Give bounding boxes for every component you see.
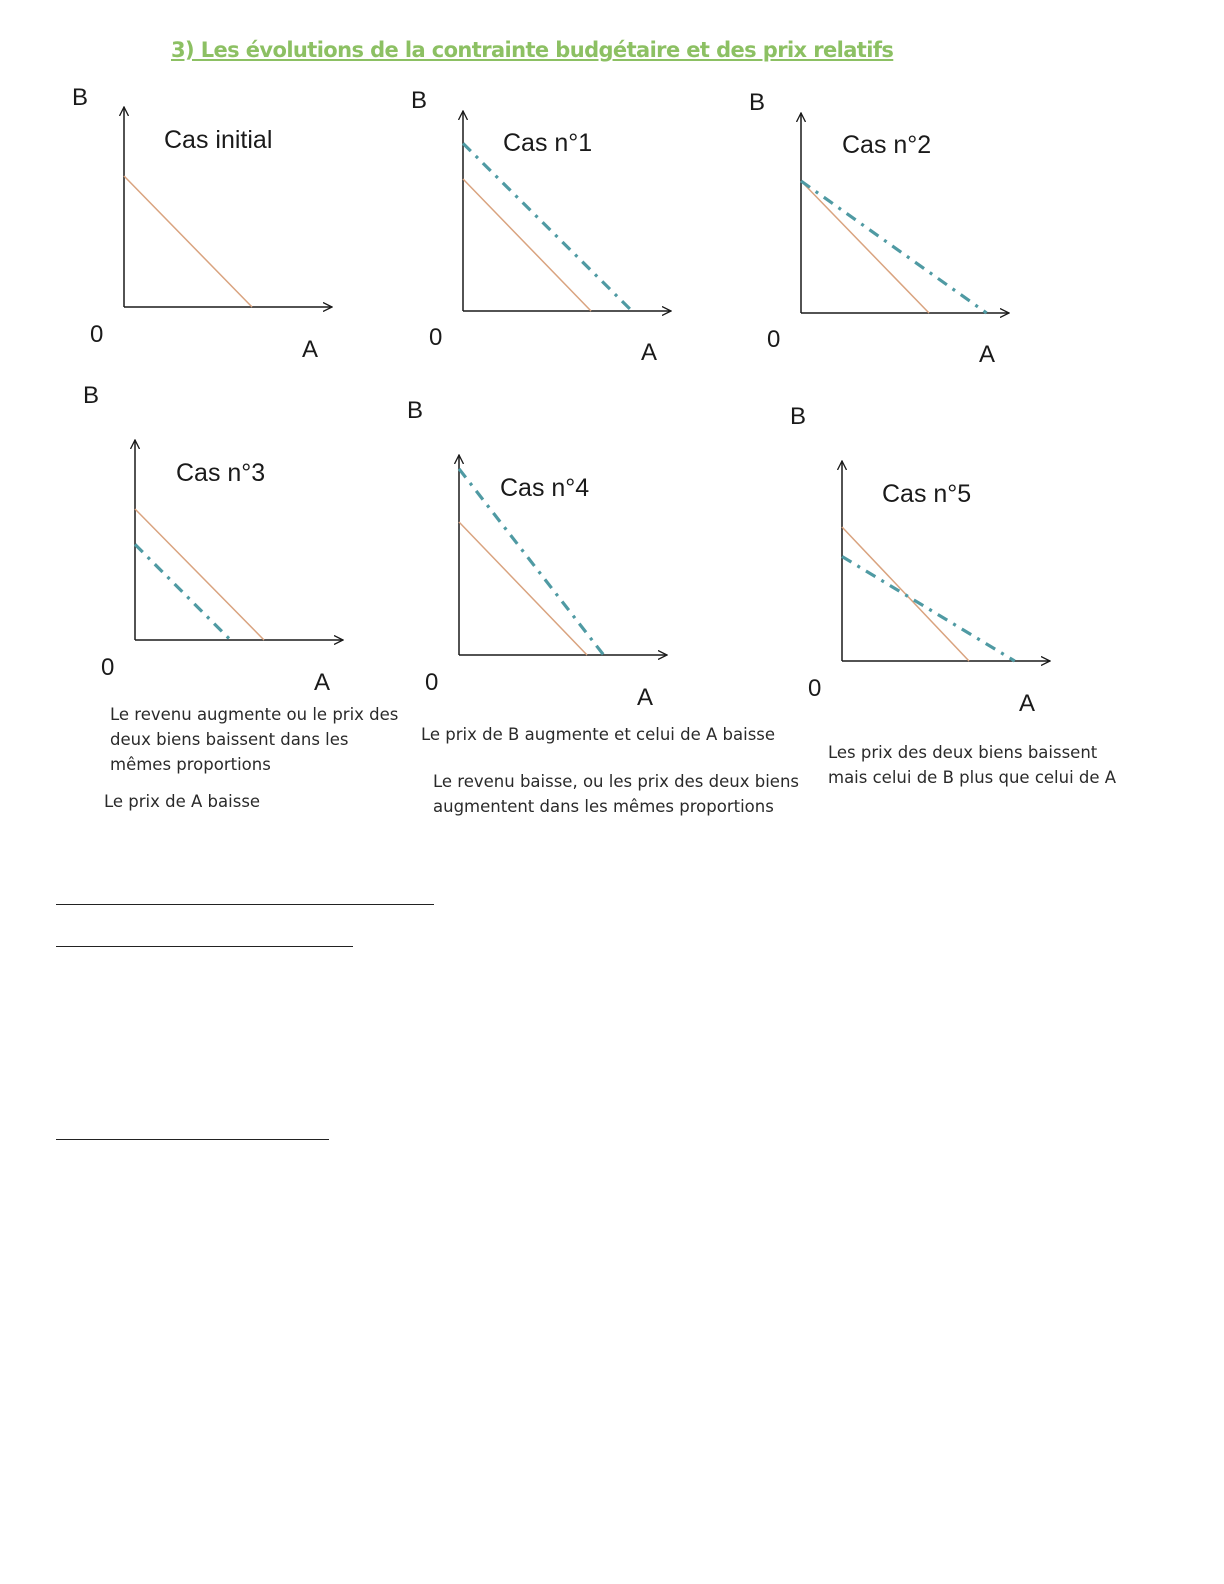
- initial-budget-line: [463, 179, 591, 311]
- origin-label: 0: [429, 324, 443, 351]
- case-title: Cas n°1: [503, 129, 593, 157]
- new-budget-line: [801, 181, 987, 313]
- y-axis-label: B: [411, 87, 428, 114]
- answer-line-1: [56, 904, 434, 905]
- x-axis-label: A: [1019, 690, 1036, 717]
- initial-budget-line: [459, 522, 587, 655]
- case-title: Cas n°2: [842, 131, 932, 159]
- x-axis-label: A: [641, 339, 658, 366]
- budget-diagram: [407, 397, 667, 711]
- case-title: Cas n°4: [500, 474, 590, 502]
- caption-revenu-augmente: Le revenu augmente ou le prix des deux biens baissent dans les mêmes proportions: [110, 705, 399, 774]
- origin-label: 0: [425, 669, 439, 696]
- caption-prix-a-baisse: Le prix de A baisse: [104, 792, 261, 811]
- budget-diagram: [749, 89, 1009, 368]
- answer-line-3: [56, 1139, 329, 1140]
- answer-line-2: [56, 946, 353, 947]
- caption-prix-baissent: Les prix des deux biens baissent mais celui de B plus que celui de A: [828, 743, 1117, 787]
- caption-prix-b-augmente: Le prix de B augmente et celui de A baisse: [421, 725, 776, 744]
- budget-diagram: [83, 382, 343, 696]
- case-title: Cas n°5: [882, 480, 972, 508]
- budget-diagram: [411, 87, 671, 366]
- y-axis-label: B: [407, 397, 424, 424]
- origin-label: 0: [101, 654, 115, 681]
- initial-budget-line: [801, 181, 929, 313]
- y-axis-label: B: [72, 84, 89, 111]
- origin-label: 0: [90, 321, 104, 348]
- case-title: Cas n°3: [176, 459, 266, 487]
- x-axis-label: A: [314, 669, 331, 696]
- y-axis-label: B: [83, 382, 100, 409]
- initial-budget-line: [124, 176, 252, 307]
- new-budget-line: [463, 143, 632, 311]
- y-axis-label: B: [749, 89, 766, 116]
- origin-label: 0: [808, 675, 822, 702]
- initial-budget-line: [135, 509, 264, 640]
- origin-label: 0: [767, 326, 781, 353]
- y-axis-label: B: [790, 403, 807, 430]
- initial-budget-line: [842, 527, 969, 661]
- budget-diagram: [72, 84, 332, 363]
- x-axis-label: A: [637, 684, 654, 711]
- budget-diagram: [790, 403, 1050, 717]
- case-title: Cas initial: [164, 126, 273, 154]
- x-axis-label: A: [979, 341, 996, 368]
- new-budget-line: [842, 556, 1015, 661]
- x-axis-label: A: [302, 336, 319, 363]
- caption-revenu-baisse: Le revenu baisse, ou les prix des deux biens augmentent dans les mêmes proportions: [433, 772, 799, 816]
- page-title: 3) Les évolutions de la contrainte budgétaire et des prix relatifs: [171, 38, 894, 62]
